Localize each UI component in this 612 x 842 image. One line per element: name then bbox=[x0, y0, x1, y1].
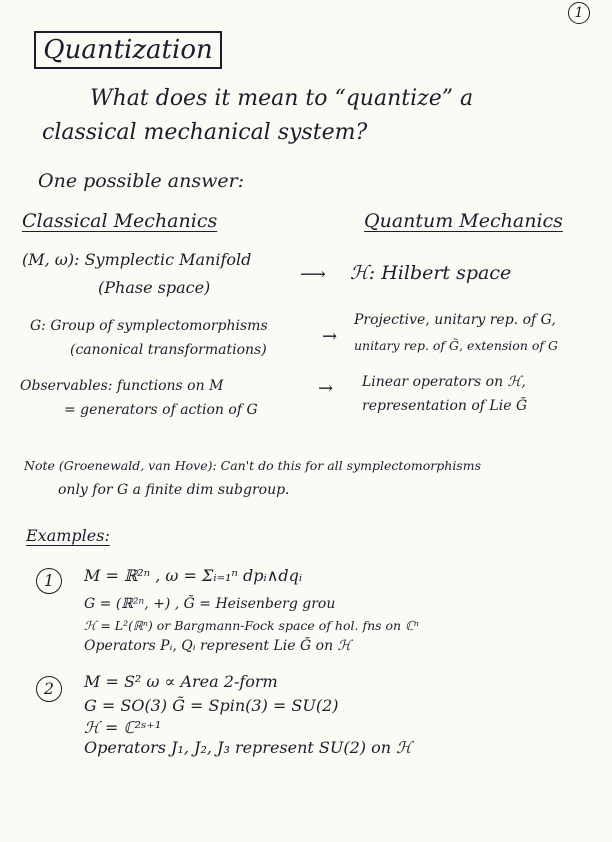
row-1-right-line-1: ℋ: Hilbert space bbox=[350, 262, 512, 284]
header-classical: Classical Mechanics bbox=[22, 210, 218, 232]
row-3-arrow-icon: → bbox=[318, 378, 334, 399]
page-title: Quantization bbox=[34, 31, 222, 69]
example-1-number: 1 bbox=[36, 568, 62, 594]
example-2-line: M = S² ω ∝ Area 2-form bbox=[84, 672, 278, 691]
row-2-left-line-2: (canonical transformations) bbox=[70, 342, 267, 358]
example-2-line: Operators J₁, J₂, J₃ represent SU(2) on ℋ bbox=[84, 738, 412, 757]
example-2-line: G = SO(3) G̃ = Spin(3) = SU(2) bbox=[84, 696, 339, 715]
row-3-right-line-2: representation of Lie G̃ bbox=[362, 398, 528, 414]
question-line-2: classical mechanical system? bbox=[42, 120, 368, 145]
row-1-left-line-2: (Phase space) bbox=[98, 278, 211, 297]
row-3-right-line-1: Linear operators on ℋ, bbox=[362, 374, 526, 390]
header-quantum: Quantum Mechanics bbox=[364, 210, 563, 232]
examples-label: Examples: bbox=[26, 526, 110, 545]
row-3-left-line-1: Observables: functions on M bbox=[20, 378, 224, 394]
row-2-left-line-1: G: Group of symplectomorphisms bbox=[30, 318, 268, 334]
note-line-2: only for G a finite dim subgroup. bbox=[58, 482, 290, 498]
row-2-arrow-icon: → bbox=[322, 326, 338, 347]
intro-text: One possible answer: bbox=[38, 170, 245, 192]
example-1-line: M = ℝ²ⁿ , ω = Σᵢ₌₁ⁿ dpᵢ∧dqᵢ bbox=[84, 566, 303, 585]
row-1-left-line-1: (M, ω): Symplectic Manifold bbox=[22, 250, 252, 269]
example-1-line: Operators Pᵢ, Qᵢ represent Lie G̃ on ℋ bbox=[84, 638, 352, 654]
question-line-1: What does it mean to “quantize” a bbox=[90, 86, 474, 111]
row-2-right-line-2: unitary rep. of G̃, extension of G bbox=[354, 338, 558, 353]
example-1-line: G = (ℝ²ⁿ, +) , G̃ = Heisenberg grou bbox=[84, 596, 336, 612]
example-2-number: 2 bbox=[36, 676, 62, 702]
row-3-left-line-2: = generators of action of G bbox=[64, 402, 258, 418]
row-1-arrow-icon: ⟶ bbox=[300, 264, 326, 285]
note-line-1: Note (Groenewald, van Hove): Can't do this for all symplectomorphisms bbox=[24, 458, 481, 473]
page-number: 1 bbox=[568, 2, 590, 24]
row-2-right-line-1: Projective, unitary rep. of G, bbox=[354, 312, 556, 328]
example-2-line: ℋ = ℂ²ˢ⁺¹ bbox=[84, 718, 162, 737]
example-1-line: ℋ = L²(ℝⁿ) or Bargmann-Fock space of hol. fns on ℂⁿ bbox=[84, 618, 419, 633]
